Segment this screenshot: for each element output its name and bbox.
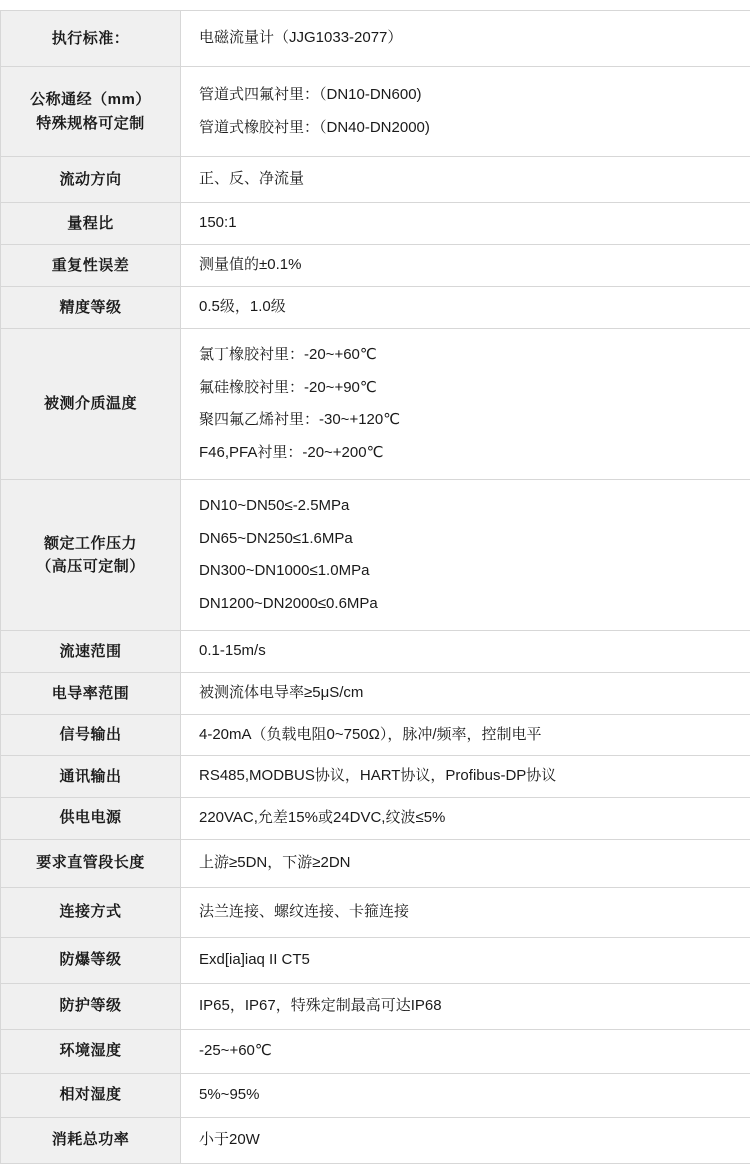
spec-value-line: 150:1 bbox=[199, 214, 237, 231]
spec-value-cell bbox=[181, 839, 750, 887]
table-row bbox=[1, 329, 750, 480]
spec-label-cell bbox=[1, 329, 181, 480]
spec-value-cell bbox=[181, 245, 750, 287]
table-row bbox=[1, 631, 750, 673]
spec-value-cell bbox=[181, 287, 750, 329]
spec-value-line: RS485,MODBUS协议，HART协议，Profibus-DP协议 bbox=[199, 767, 556, 784]
spec-label-line: 重复性误差 bbox=[7, 254, 174, 277]
table-row bbox=[1, 245, 750, 287]
spec-label-cell bbox=[1, 673, 181, 715]
spec-value-cell bbox=[181, 11, 750, 67]
spec-label-line: 防爆等级 bbox=[7, 948, 174, 971]
spec-value-line: 正、反、净流量 bbox=[199, 170, 304, 187]
table-row bbox=[1, 11, 750, 67]
spec-value-line: 电磁流量计（JJG1033-2077） bbox=[199, 29, 402, 46]
spec-label-line: 连接方式 bbox=[7, 900, 174, 923]
spec-value-line: 0.5级，1.0级 bbox=[199, 298, 286, 315]
spec-label-line: 电导率范围 bbox=[7, 682, 174, 705]
spec-value-cell bbox=[181, 480, 750, 631]
spec-value-line: 0.1-15m/s bbox=[199, 642, 266, 659]
table-row bbox=[1, 983, 750, 1029]
specification-table bbox=[0, 10, 750, 1164]
spec-label-line: 额定工作压力 bbox=[7, 532, 174, 555]
spec-value-cell bbox=[181, 937, 750, 983]
spec-label-line: 通讯输出 bbox=[7, 765, 174, 788]
spec-label-line: 要求直管段长度 bbox=[7, 851, 174, 874]
spec-value-line: 管道式橡胶衬里：（DN40-DN2000) bbox=[199, 112, 750, 145]
spec-label-line: （高压可定制） bbox=[7, 555, 174, 578]
table-row bbox=[1, 937, 750, 983]
spec-value-line: DN300~DN1000≤1.0MPa bbox=[199, 555, 750, 588]
spec-table-body bbox=[1, 11, 750, 1164]
spec-value-line: DN1200~DN2000≤0.6MPa bbox=[199, 588, 750, 621]
spec-label-line: 消耗总功率 bbox=[7, 1128, 174, 1151]
spec-value-cell bbox=[181, 1029, 750, 1073]
spec-value-cell bbox=[181, 756, 750, 798]
table-row bbox=[1, 756, 750, 798]
spec-label-line: 被测介质温度 bbox=[7, 392, 174, 415]
spec-label-cell bbox=[1, 245, 181, 287]
spec-label-line: 流速范围 bbox=[7, 640, 174, 663]
spec-label-line: 相对湿度 bbox=[7, 1083, 174, 1106]
spec-value-line: Exd[ia]iaq II CT5 bbox=[199, 951, 310, 968]
spec-value-line: DN10~DN50≤-2.5MPa bbox=[199, 490, 750, 523]
spec-value-cell bbox=[181, 1117, 750, 1163]
spec-label-cell bbox=[1, 287, 181, 329]
table-row bbox=[1, 480, 750, 631]
spec-label-cell bbox=[1, 1029, 181, 1073]
spec-value-line: 管道式四氟衬里：（DN10-DN600) bbox=[199, 79, 750, 112]
table-row bbox=[1, 203, 750, 245]
spec-label-line: 量程比 bbox=[7, 212, 174, 235]
spec-label-cell bbox=[1, 937, 181, 983]
spec-label-line: 信号输出 bbox=[7, 723, 174, 746]
spec-label-cell bbox=[1, 480, 181, 631]
spec-value-line: 上游≥5DN，下游≥2DN bbox=[199, 854, 350, 871]
spec-label-cell bbox=[1, 887, 181, 937]
spec-value-cell bbox=[181, 887, 750, 937]
spec-value-line: 小于20W bbox=[199, 1131, 260, 1148]
spec-value-line: F46,PFA衬里：-20~+200℃ bbox=[199, 437, 750, 470]
spec-label-cell bbox=[1, 67, 181, 157]
spec-label-cell bbox=[1, 983, 181, 1029]
table-row bbox=[1, 714, 750, 756]
spec-value-cell bbox=[181, 329, 750, 480]
table-row bbox=[1, 157, 750, 203]
spec-value-line: -25~+60℃ bbox=[199, 1042, 272, 1059]
spec-value-line: 220VAC,允差15%或24DVC,纹波≤5% bbox=[199, 809, 445, 826]
spec-label-line: 精度等级 bbox=[7, 296, 174, 319]
spec-value-line: 聚四氟乙烯衬里：-30~+120℃ bbox=[199, 404, 750, 437]
spec-value-cell bbox=[181, 203, 750, 245]
spec-value-line: 测量值的±0.1% bbox=[199, 256, 301, 273]
spec-label-line: 执行标准： bbox=[7, 27, 174, 50]
spec-value-cell bbox=[181, 797, 750, 839]
spec-value-line: 4-20mA（负载电阻0~750Ω），脉冲/频率，控制电平 bbox=[199, 726, 542, 743]
table-row bbox=[1, 1117, 750, 1163]
spec-label-line: 供电电源 bbox=[7, 806, 174, 829]
table-row bbox=[1, 839, 750, 887]
spec-value-cell bbox=[181, 983, 750, 1029]
top-spacer bbox=[0, 0, 750, 10]
spec-label-cell bbox=[1, 203, 181, 245]
spec-label-cell bbox=[1, 1073, 181, 1117]
spec-label-line: 特殊规格可定制 bbox=[7, 112, 174, 135]
spec-label-cell bbox=[1, 797, 181, 839]
spec-label-cell bbox=[1, 157, 181, 203]
spec-label-cell bbox=[1, 1117, 181, 1163]
spec-label-cell bbox=[1, 631, 181, 673]
spec-label-line: 流动方向 bbox=[7, 168, 174, 191]
table-row bbox=[1, 67, 750, 157]
spec-label-cell bbox=[1, 756, 181, 798]
spec-label-cell bbox=[1, 714, 181, 756]
spec-label-line: 环境湿度 bbox=[7, 1039, 174, 1062]
spec-value-line: DN65~DN250≤1.6MPa bbox=[199, 523, 750, 556]
spec-value-line: 法兰连接、螺纹连接、卡箍连接 bbox=[199, 903, 409, 920]
spec-label-line: 防护等级 bbox=[7, 994, 174, 1017]
spec-label-cell bbox=[1, 11, 181, 67]
table-row bbox=[1, 287, 750, 329]
spec-value-line: 被测流体电导率≥5μS/cm bbox=[199, 684, 363, 701]
spec-value-line: IP65，IP67，特殊定制最高可达IP68 bbox=[199, 997, 442, 1014]
spec-label-line: 公称通经（mm） bbox=[7, 88, 174, 111]
table-row bbox=[1, 1029, 750, 1073]
spec-value-cell bbox=[181, 157, 750, 203]
spec-value-cell bbox=[181, 714, 750, 756]
table-row bbox=[1, 1073, 750, 1117]
spec-value-cell bbox=[181, 67, 750, 157]
spec-value-cell bbox=[181, 1073, 750, 1117]
spec-value-line: 氯丁橡胶衬里：-20~+60℃ bbox=[199, 339, 750, 372]
spec-value-cell bbox=[181, 673, 750, 715]
table-row bbox=[1, 797, 750, 839]
spec-label-cell bbox=[1, 839, 181, 887]
spec-value-cell bbox=[181, 631, 750, 673]
spec-value-line: 5%~95% bbox=[199, 1086, 259, 1103]
spec-value-line: 氟硅橡胶衬里：-20~+90℃ bbox=[199, 372, 750, 405]
table-row bbox=[1, 673, 750, 715]
table-row bbox=[1, 887, 750, 937]
